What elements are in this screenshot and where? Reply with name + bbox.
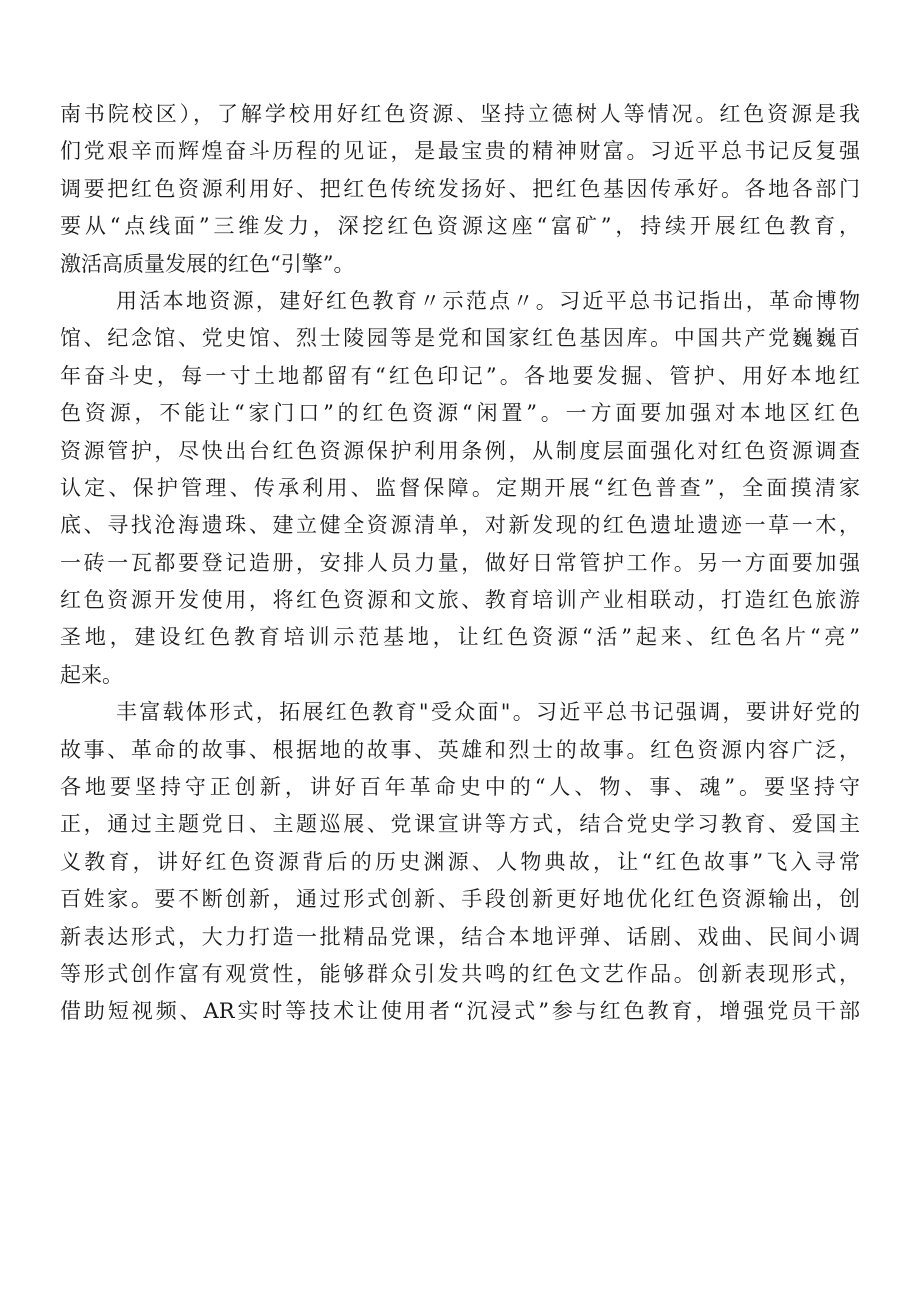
text-line: 故事、革命的故事、根据地的故事、英雄和烈士的故事。红色资源内容广泛， bbox=[60, 737, 860, 762]
text-line: 调要把红色资源利用好、把红色传统发扬好、把红色基因传承好。各地各部门 bbox=[60, 176, 860, 201]
text-line: 资源管护，尽快出台红色资源保护利用条例，从制度层面强化对红色资源调查 bbox=[60, 438, 860, 463]
text-line: 要从“点线面”三维发力，深挖红色资源这座“富矿”，持续开展红色教育， bbox=[60, 214, 860, 239]
text-line: 南书院校区），了解学校用好红色资源、坚持立德树人等情况。红色资源是我 bbox=[60, 102, 860, 126]
paragraph bbox=[60, 694, 860, 1031]
text-line: 百姓家。要不断创新，通过形式创新、手段创新更好地优化红色资源输出，创 bbox=[60, 887, 860, 912]
text-line: 正，通过主题党日、主题巡展、党课宣讲等方式，结合党史学习教育、爱国主 bbox=[60, 812, 860, 837]
text-line: 义教育，讲好红色资源背后的历史渊源、人物典故，让“红色故事”飞入寻常 bbox=[60, 849, 860, 874]
text-line: 色资源，不能让“家门口”的红色资源“闲置”。一方面要加强对本地区红色 bbox=[60, 401, 860, 426]
text-line: 认定、保护管理、传承利用、监督保障。定期开展“红色普查”，全面摸清家 bbox=[60, 475, 860, 500]
text-line: 底、寻找沧海遗珠、建立健全资源清单，对新发现的红色遗址遗迹一草一木， bbox=[60, 513, 860, 538]
text-line: 借助短视频、AR实时等技术让使用者“沉浸式”参与红色教育，增强党员干部 bbox=[60, 999, 860, 1024]
text-line: 们党艰辛而辉煌奋斗历程的见证，是最宝贵的精神财富。习近平总书记反复强 bbox=[60, 139, 860, 164]
text-line: 红色资源开发使用，将红色资源和文旅、教育培训产业相联动，打造红色旅游 bbox=[60, 588, 860, 613]
text-line: 圣地，建设红色教育培训示范基地，让红色资源“活”起来、红色名片“亮” bbox=[60, 625, 860, 650]
text-line: 各地要坚持守正创新，讲好百年革命史中的“人、物、事、魂”。要坚持守 bbox=[60, 775, 860, 800]
text-line: 一砖一瓦都要登记造册，安排人员力量，做好日常管护工作。另一方面要加强 bbox=[60, 550, 860, 575]
text-line: 激活高质量发展的红色“引擎”。 bbox=[60, 251, 355, 276]
text-line: 丰富载体形式，拓展红色教育"受众面"。习近平总书记强调，要讲好党的 bbox=[116, 700, 860, 725]
paragraph bbox=[60, 96, 860, 283]
text-line: 新表达形式，大力打造一批精品党课，结合本地评弹、话剧、戏曲、民间小调 bbox=[60, 924, 860, 949]
text-line: 起来。 bbox=[60, 662, 123, 687]
document-page bbox=[60, 96, 860, 1031]
text-line: 馆、纪念馆、党史馆、烈士陵园等是党和国家红色基因库。中国共产党巍巍百 bbox=[60, 326, 860, 351]
text-line: 等形式创作富有观赏性，能够群众引发共鸣的红色文艺作品。创新表现形式， bbox=[60, 961, 860, 986]
paragraph bbox=[60, 283, 860, 694]
text-line: 年奋斗史，每一寸土地都留有“红色印记”。各地要发掘、管护、用好本地红 bbox=[60, 363, 860, 388]
text-line: 用活本地资源，建好红色教育〃示范点〃。习近平总书记指出，革命博物 bbox=[116, 288, 860, 313]
